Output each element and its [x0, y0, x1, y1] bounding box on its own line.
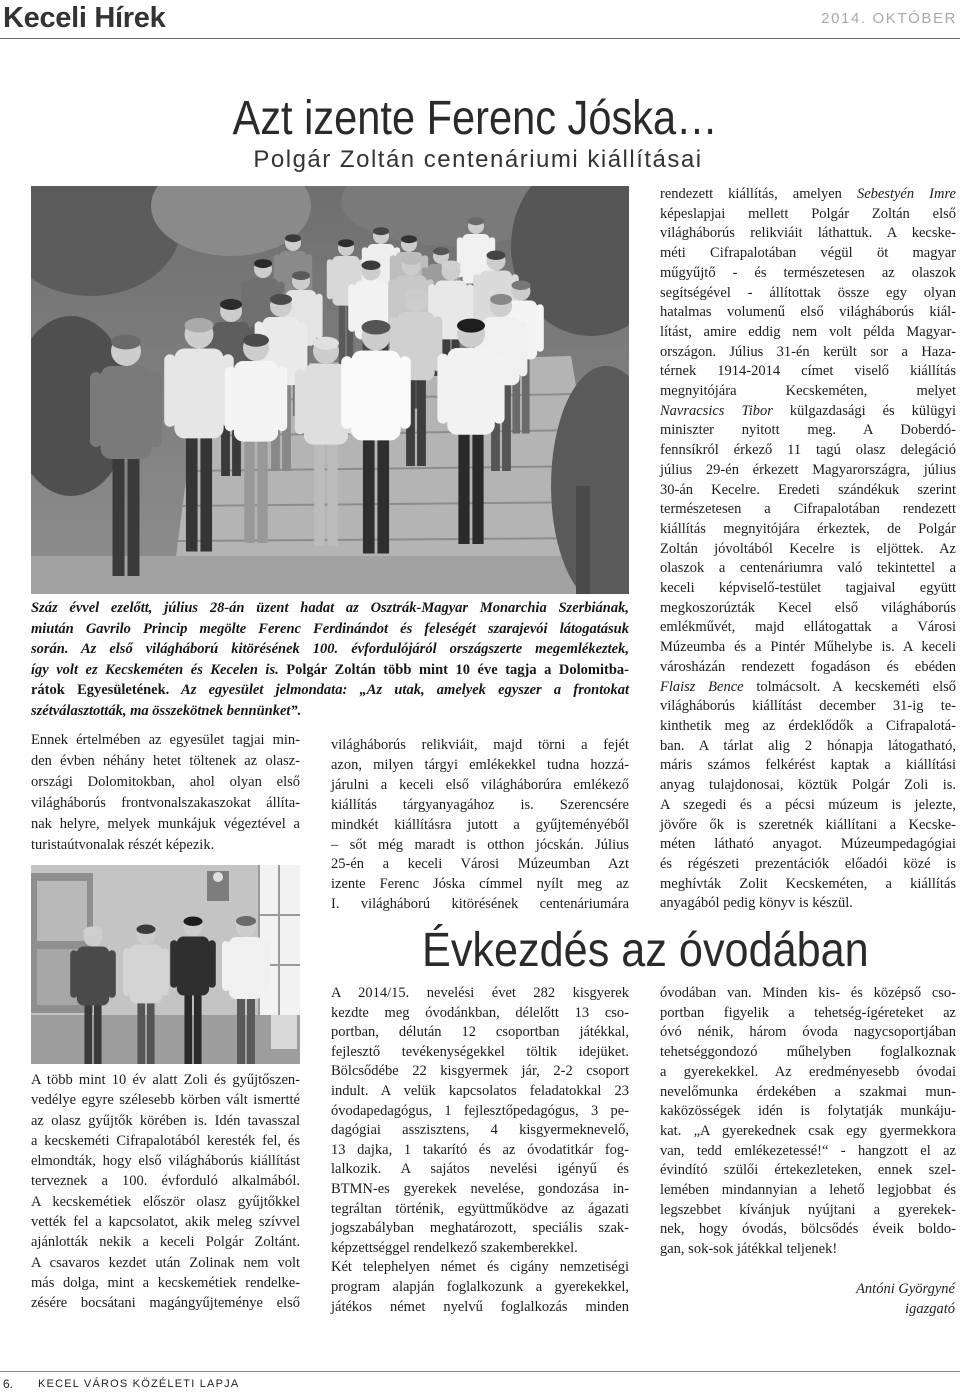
- article-column-middle: [331, 736, 629, 915]
- text-line: július 29-én érkezett Magyarországra, július: [660, 461, 956, 478]
- museum-photo-image: [31, 865, 300, 1064]
- text-line: van, tedd emlékezetessé!“ - hangzott el az: [660, 1142, 956, 1159]
- text-line: rendezett kiállítás, amelyen Sebestyén Imre: [660, 186, 956, 202]
- article2-headline-text: Évkezdés az óvodában: [422, 924, 869, 977]
- text-line: izente Ferenc Jóska címmel nyílt meg az: [331, 876, 629, 893]
- text-line: világháborús kiállítást december 31-ig te-: [660, 698, 956, 715]
- text-line: segítségével - állítottak össze egy olyan: [660, 284, 956, 301]
- text-line: miután Gavrilo Princip megölte Ferenc Ferdinándot és feleségét szarajevói látogatásuk: [31, 620, 629, 637]
- text-line: nevelőmunka érdekében a szakmai mun-: [660, 1083, 956, 1100]
- article-headline-text: Azt izente Ferenc Jóska…: [232, 92, 718, 145]
- paragraph: [660, 185, 956, 914]
- text-line: legszebbet kívánjuk nyújtani a gyerekek-: [660, 1201, 956, 1218]
- text-line: program alapján foglalkozunk a gyerekekkel,: [331, 1278, 629, 1295]
- text-line: gan, sok-sok játékkal teljenek!: [660, 1241, 838, 1258]
- text-line: Száz évvel ezelőtt, július 28-án üzent hadat az Osztrák-Magyar Monarchia Szerbiának,: [31, 600, 629, 616]
- article-column-right: [660, 185, 956, 914]
- text-line: Bölcsődébe 22 kisgyermek jár, 2-2 csoport: [331, 1063, 629, 1080]
- paragraph: [331, 736, 629, 915]
- article-subheadline: Polgár Zoltán centenáriumi kiállításai: [253, 146, 703, 173]
- photo-caption: [31, 598, 629, 722]
- text-line: játékos német nyelvű foglalkozás minden: [331, 1298, 629, 1315]
- text-line: képeslapjai mellett Polgár Zoltán első: [660, 205, 956, 222]
- emphasized-text: Flaisz Bence: [660, 678, 744, 695]
- article-headline: [0, 92, 950, 146]
- group-photo: [31, 186, 629, 594]
- text-line: azon, milyen tárgyi emlékekkel tudna hozzá-: [331, 756, 629, 773]
- text-line: a kecskeméti Cifrapalotából keresték fel, és: [31, 1132, 300, 1149]
- text-line: A több mint 10 év alatt Zoli és gyűjtőszen-: [31, 1072, 300, 1088]
- text-line: nek, hogy óvodás, bölcsődés éveik boldo-: [660, 1221, 956, 1238]
- text-line: térnek 1914-2014 címet viselő kiállítás: [660, 363, 956, 380]
- text-line: Zoltán jóvoltából Kecelre is eljöttek. Az: [660, 540, 956, 557]
- text-line: portban, délután 12 csoportban játékkal,: [331, 1024, 629, 1041]
- footer-rule: [0, 1371, 960, 1372]
- text-line: így volt ez Kecskeméten és Kecelen is. Polgár Zoltán több mint 10 éve tagja a Dolomitba-: [31, 661, 629, 678]
- text-line: a gyerekekkel. Az eredményesebb óvodai: [660, 1063, 956, 1080]
- page-number: 6.: [3, 1377, 14, 1391]
- text-line: kaközösségek idén is folytatják munkáju-: [660, 1103, 956, 1120]
- text-line: elmondták, hogy első világháborús kiállítást: [31, 1153, 300, 1170]
- text-line: turistaútvonalak részét képezik.: [31, 837, 215, 853]
- text-line: zésére bocsátani magángyűjteménye első: [31, 1295, 300, 1312]
- text-line: más dolga, mint a kecskemétiek rendelke-: [31, 1274, 300, 1291]
- header-rule: [0, 38, 960, 39]
- paragraph: [31, 1070, 300, 1314]
- text-line: Flaisz Bence tolmácsolt. A kecskeméti első: [660, 678, 956, 695]
- text-line: megnyitójára Kecskeméten, melyet: [660, 383, 956, 400]
- text-line: ajánlották nekik a keceli Polgár Zoltánt.: [31, 1234, 300, 1251]
- article-column-left-bottom: [31, 1070, 300, 1314]
- text-line: A 2014/15. nevelési évet 282 kisgyerek: [331, 985, 629, 1001]
- text-line: olaszok a centenáriumra való tekintettel a: [660, 560, 956, 577]
- text-line: keceli képviselő-testület tagjaival együtt: [660, 580, 956, 597]
- text-line: 25-én a keceli Városi Múzeumban Azt: [331, 856, 629, 873]
- emphasized-text: Navracsics Tibor: [660, 402, 773, 419]
- text-line: és régészeti prezentációk előadói közé is: [660, 855, 956, 872]
- group-photo-image: [31, 186, 629, 594]
- text-line: műgyűjtő - és természetesen az olaszok: [660, 264, 956, 281]
- text-line: az olasz gyűjtők körében is. Idén tavasszal: [31, 1112, 300, 1129]
- text-line: szétválasztották, ma összekötnek bennünket”.: [31, 702, 302, 719]
- text-line: Navracsics Tibor külgazdasági és külügyi: [660, 402, 956, 419]
- text-line: anyag tulajdonosai, köztük Polgár Zoli is.: [660, 777, 956, 794]
- paragraph: [31, 730, 300, 856]
- text-line: kezdte meg óvodánkban, délelőtt 13 cso-: [331, 1004, 629, 1021]
- text-line: kiállítás tárgyanyagához is. Szerencsére: [331, 796, 629, 813]
- text-line: képzettséggel rendelkező szakemberekkel.: [331, 1239, 578, 1256]
- text-line: méten látható anyagot. Múzeumpedagógiai: [660, 836, 956, 853]
- text-line: kat. „A gyerekednek csak egy gyermekkora: [660, 1122, 956, 1139]
- text-line: terveznek a 100. évforduló alkalmából.: [31, 1173, 300, 1190]
- text-line: miniszter nyitott meg. A Doberdó-: [660, 422, 956, 439]
- text-line: Múzeumba és a Pintér Műhelybe is. A keceli: [660, 639, 956, 656]
- author-name: Antóni Györgyné: [856, 1281, 955, 1297]
- text-line: tegráltan történik, együttműködve az ágazati: [331, 1200, 629, 1217]
- text-line: ban. A tárlat alig 2 hónapja látogatható,: [660, 737, 956, 754]
- text-line: fennsíkról érkező 11 tagú olasz delegáció: [660, 442, 956, 459]
- text-line: den évben néhány hetet töltenek az olasz-: [31, 753, 300, 769]
- text-line: A szegedi és a pécsi múzeum is jelezte,: [660, 796, 956, 813]
- text-line: kiállítás megnyitójára érkeztek, de Polgár: [660, 520, 956, 537]
- text-line: világháborús relikviáit, majd törni a fejét: [331, 737, 629, 753]
- text-line: kinthetik meg az érdeklődők a Cifrapalotá-: [660, 717, 956, 734]
- text-line: fejlesztő tevékenységekkel töltik idejüket.: [331, 1043, 629, 1060]
- text-line: óvodában van. Minden kis- és középső cso-: [660, 985, 956, 1001]
- emphasized-text: rátok Egyesületének.: [31, 682, 170, 699]
- text-line: A kecskemétiek először olasz gyűjtőkkel: [31, 1193, 300, 1210]
- text-line: során. Az első világháború kitörésének 100. évfordulójáról országszerte megemlékeztek,: [31, 641, 629, 658]
- text-line: A csavaros kezdet után Zolinak nem volt: [31, 1254, 300, 1271]
- text-line: tehetséggondozó műhelyben foglalkoznak: [660, 1044, 956, 1061]
- text-line: BTMN-es gyerekek nevelése, gondozása in-: [331, 1180, 629, 1197]
- text-line: meghívták Zolit Kecskeméten, a kiállítás: [660, 875, 956, 892]
- text-line: világháborús frontvonalszakaszokat állíta-: [31, 795, 300, 811]
- text-line: óvodapedagógus, 1 fejlesztőpedagógus, 3 pe-: [331, 1102, 629, 1119]
- text-line: indult. A velük kapcsolatos feladatokkal 23: [331, 1082, 629, 1099]
- text-line: rátok Egyesületének. Az egyesület jelmondata: „Az utak, amelyek egyszer a frontokat: [31, 682, 629, 699]
- text-line: óvó nénik, három óvoda nagycsoportjában: [660, 1024, 956, 1041]
- text-line: mindkét kiállításra jutott a gyűjteményéből: [331, 816, 629, 833]
- text-line: városházán rendezett fogadáson és ebéden: [660, 658, 956, 675]
- emphasized-text: Polgár Zoltán több mint 10 éve tagja a Dolomitba-: [286, 661, 629, 678]
- text-line: hatalmas volumenű első világháborús kiál-: [660, 304, 956, 321]
- article2-headline: [422, 924, 918, 978]
- text-line: emlékművét, majd ellátogattak a Városi: [660, 619, 956, 636]
- text-line: anyagából pedig könyv is készül.: [660, 895, 853, 912]
- text-line: jogszabályban meghatározott, speciális szak-: [331, 1220, 629, 1237]
- author-role: igazgató: [905, 1301, 955, 1317]
- text-line: megkoszorúzták Kecel első világháborús: [660, 599, 956, 616]
- text-line: járulni a keceli első világháborúra emlékező: [331, 776, 629, 793]
- text-line: lalkozik. A sajátos nevelési igényű és: [331, 1161, 629, 1178]
- text-line: lemében mindannyian a lehető legjobbat és: [660, 1182, 956, 1199]
- article2-column-middle: [331, 984, 629, 1317]
- issue-date: 2014. OKTÓBER: [821, 10, 957, 27]
- text-line: lítást, amire eddig nem volt példa Magyar-: [660, 323, 956, 340]
- author-signature: [856, 1279, 955, 1319]
- text-line: országi Dolomitokban, ahol olyan első: [31, 774, 300, 790]
- text-line: portban figyelik a tehetség-ígéreteket az: [660, 1004, 956, 1021]
- text-line: természetesen a Cifrapalotában rendezett: [660, 501, 956, 518]
- text-line: méti Cifrapalotában végül öt magyar: [660, 245, 956, 262]
- text-line: országon. Július 31-én került sor a Haza-: [660, 343, 956, 360]
- text-line: világháborús relikviáit láthattuk. A kecske-: [660, 225, 956, 242]
- text-line: máris számos felkérést kaptak a kiállítási: [660, 757, 956, 774]
- masthead-title: Keceli Hírek: [3, 2, 166, 34]
- emphasized-text: Sebestyén Imre: [856, 186, 956, 202]
- article2-column-right: [660, 984, 956, 1260]
- text-line: vették fel a kapcsolatot, akik meleg szívvel: [31, 1214, 300, 1231]
- text-line: 30-án Kecelre. Eredeti szándékuk szerint: [660, 481, 956, 498]
- text-line: 13 dajka, 1 takarító és az óvodatitkár fog-: [331, 1141, 629, 1158]
- article-column-left-top: [31, 730, 300, 856]
- text-line: dagógiai asszisztens, 4 kisgyermeknevelő,: [331, 1122, 629, 1139]
- text-line: – sőt még maradt is otthon jócskán. Július: [331, 836, 629, 853]
- text-line: I. világháború kitörésének centenáriumára: [331, 896, 629, 913]
- text-line: Két telephelyen német és cigány nemzetiségi: [331, 1259, 629, 1276]
- text-line: Ennek értelmében az egyesület tagjai min-: [31, 732, 300, 748]
- publication-name: KECEL VÁROS KÖZÉLETI LAPJA: [38, 1378, 240, 1390]
- text-line: évindító szülői értekezleteken, ennek szel-: [660, 1162, 956, 1179]
- paragraph: [331, 984, 629, 1258]
- paragraph: [660, 984, 956, 1260]
- paragraph: [331, 1258, 629, 1317]
- text-line: jövőre ők is szeretnék kiállítani a Kecske-: [660, 816, 956, 833]
- text-line: vedélye egyre szélesebb körben vált ismertté: [31, 1092, 300, 1109]
- text-line: nak helyre, melyek munkájuk végeztével a: [31, 816, 300, 832]
- paragraph: [31, 598, 629, 722]
- museum-photo: [31, 865, 300, 1064]
